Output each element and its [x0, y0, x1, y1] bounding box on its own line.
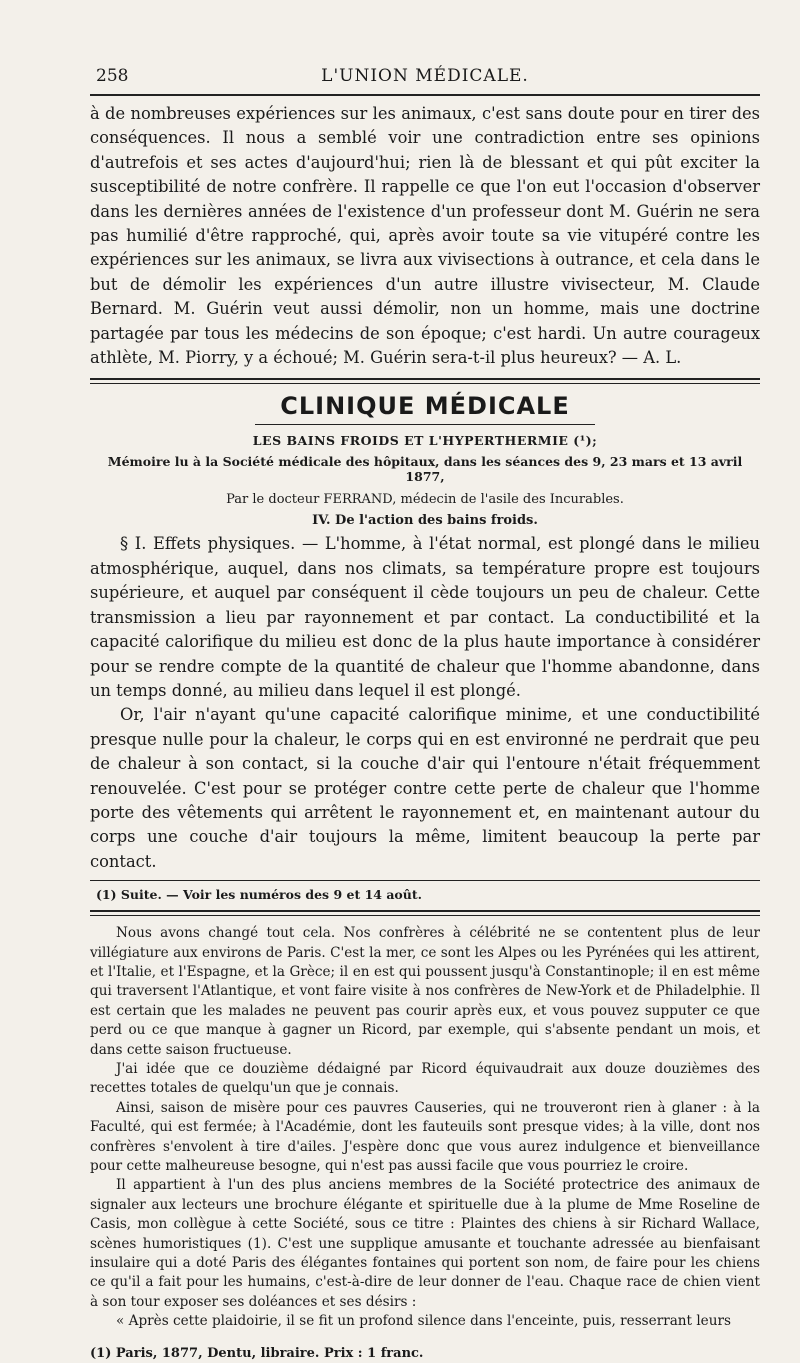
author-line: Par le docteur FERRAND, médecin de l'asile des Incurables.: [226, 492, 624, 508]
footnote-rule: [90, 880, 760, 881]
article-title: LES BAINS FROIDS ET L'HYPERTHERMIE (¹);: [252, 433, 598, 449]
article-footnote: (1) Suite. — Voir les numéros des 9 et 14 août.: [96, 887, 422, 903]
subheading: IV. De l'action des bains froids.: [312, 513, 538, 529]
feuilleton-paragraph: J'ai idée que ce douzième dédaigné par Ricord équivaudrait aux douze douzièmes des recettes totales de quelqu'un que je connais.: [90, 1061, 760, 1097]
article-paragraph: Or, l'air n'ayant qu'une capacité calorifique minime, et une conductibilité presque nulle pour la chaleur, le corps qui en est environné ne perdrait que peu de chaleur à son contact, si la couche d'air qui l'entoure n'était fréquemment renouvelée. C'est pour se protéger contre cette perte de chaleur que l'homme porte des vêtements qui arrêtent le rayonnement et, en maintenant autour du corps une couche d'air toujours la même, limitent beaucoup la perte par contact.: [90, 705, 760, 871]
journal-title: L'UNION MÉDICALE.: [321, 66, 529, 86]
article-paragraph: § I. Effets physiques. — L'homme, à l'état normal, est plongé dans le milieu atmosphérique, auquel, dans nos climats, sa température propre est toujours supérieure, et auquel par conséquent il cède toujours un peu de chaleur. Cette transmission a lieu par rayonnement et par contact. La conductibilité et la capacité calorifique du milieu est donc de la plus haute importance à considérer pour se rendre compte de la quantité de chaleur que l'homme abandonne, dans un temps donné, au milieu dans lequel il est plongé.: [90, 534, 760, 700]
intro-paragraph: à de nombreuses expériences sur les animaux, c'est sans doute pour en tirer des conséquences. Il nous a semblé voir une contradiction entre ses opinions d'autrefois et ses actes d'aujourd'hui; rien là de blessant et qui pût exciter la susceptibilité de notre confrère. Il rappelle ce que l'on eut l'occasion d'observer dans les dernières années de l'existence d'un professeur dont M. Guérin ne sera pas humilié d'être rapproché, qui, après avoir toute sa vie vitupéré contre les expériences sur les animaux, se livra aux vivisections à outrance, et cela dans le but de démolir les expériences d'un autre illustre vivisecteur, M. Claude Bernard. M. Guérin veut aussi démolir, non un homme, mais une doctrine partagée par tous les médecins de son époque; c'est hardi. Un autre courageux athlète, M. Piorry, y a échoué; M. Guérin sera-t-il plus heureux? — A. L.: [90, 104, 760, 368]
section-divider: [90, 378, 760, 384]
memoir-line: Mémoire lu à la Société médicale des hôpitaux, dans les séances des 9, 23 mars et 13 avril 1877,: [107, 454, 743, 485]
feuilleton: [90, 924, 760, 1363]
title-underline: [255, 424, 595, 425]
feuilleton-paragraph: Il appartient à l'un des plus anciens membres de la Société protectrice des animaux de signaler aux lecteurs une brochure élégante et spirituelle due à la plume de Mme Roseline de Casis, mon collègue à cette Société, sous ce titre : Plaintes des chiens à sir Richard Wallace, scènes humoristiques (1). C'est une supplique amusante et touchante adressée au bienfaisant insulaire qui a doté Paris des élégantes fontaines qui portent son nom, de faire pour les chiens ce qu'il a fait pour les humains, c'est-à-dire de leur donner de l'eau. Chaque race de chien vient à son tour exposer ses doléances et ses désirs :: [90, 1177, 760, 1310]
feuilleton-paragraph: Nous avons changé tout cela. Nos confrères à célébrité ne se contentent plus de leur villégiature aux environs de Paris. C'est la mer, ce sont les Alpes ou les Pyrénées qui les attirent, et l'Italie, et l'Espagne, et la Grèce; il en est qui poussent jusqu'à Constantinople; il en est même qui traversent l'Atlantique, et vont faire visite à nos confrères de New-York et de Philadelphie. Il est certain que les malades ne peuvent pas courir après eux, et vous pouvez supputer ce que perd ou ce que manque à gagner un Ricord, par exemple, qui s'absente pendant un mois, et dans cette saison fructueuse.: [90, 925, 760, 1058]
feuilleton-paragraph: Ainsi, saison de misère pour ces pauvres Causeries, qui ne trouveront rien à glaner : à la Faculté, qui est fermée; à l'Académie, dont les fauteuils sont presque vides; à la ville, dont nos confrères s'envolent à tire d'ailes. J'espère donc que vous aurez indulgence et bienveillance pour cette malheureuse besogne, qui n'est pas aussi facile que vous pourriez le croire.: [90, 1099, 760, 1175]
running-head: [90, 60, 760, 94]
page: [90, 60, 760, 1363]
header-rule: [90, 94, 760, 96]
feuilleton-divider: [90, 910, 760, 916]
feuilleton-paragraph: « Après cette plaidoirie, il se fit un profond silence dans l'enceinte, puis, resserrant leurs: [116, 1313, 731, 1330]
feuilleton-footnote: (1) Paris, 1877, Dentu, libraire. Prix : 1 franc.: [90, 1345, 424, 1361]
section-title: CLINIQUE MÉDICALE: [280, 392, 570, 421]
page-number: 258: [96, 66, 129, 86]
